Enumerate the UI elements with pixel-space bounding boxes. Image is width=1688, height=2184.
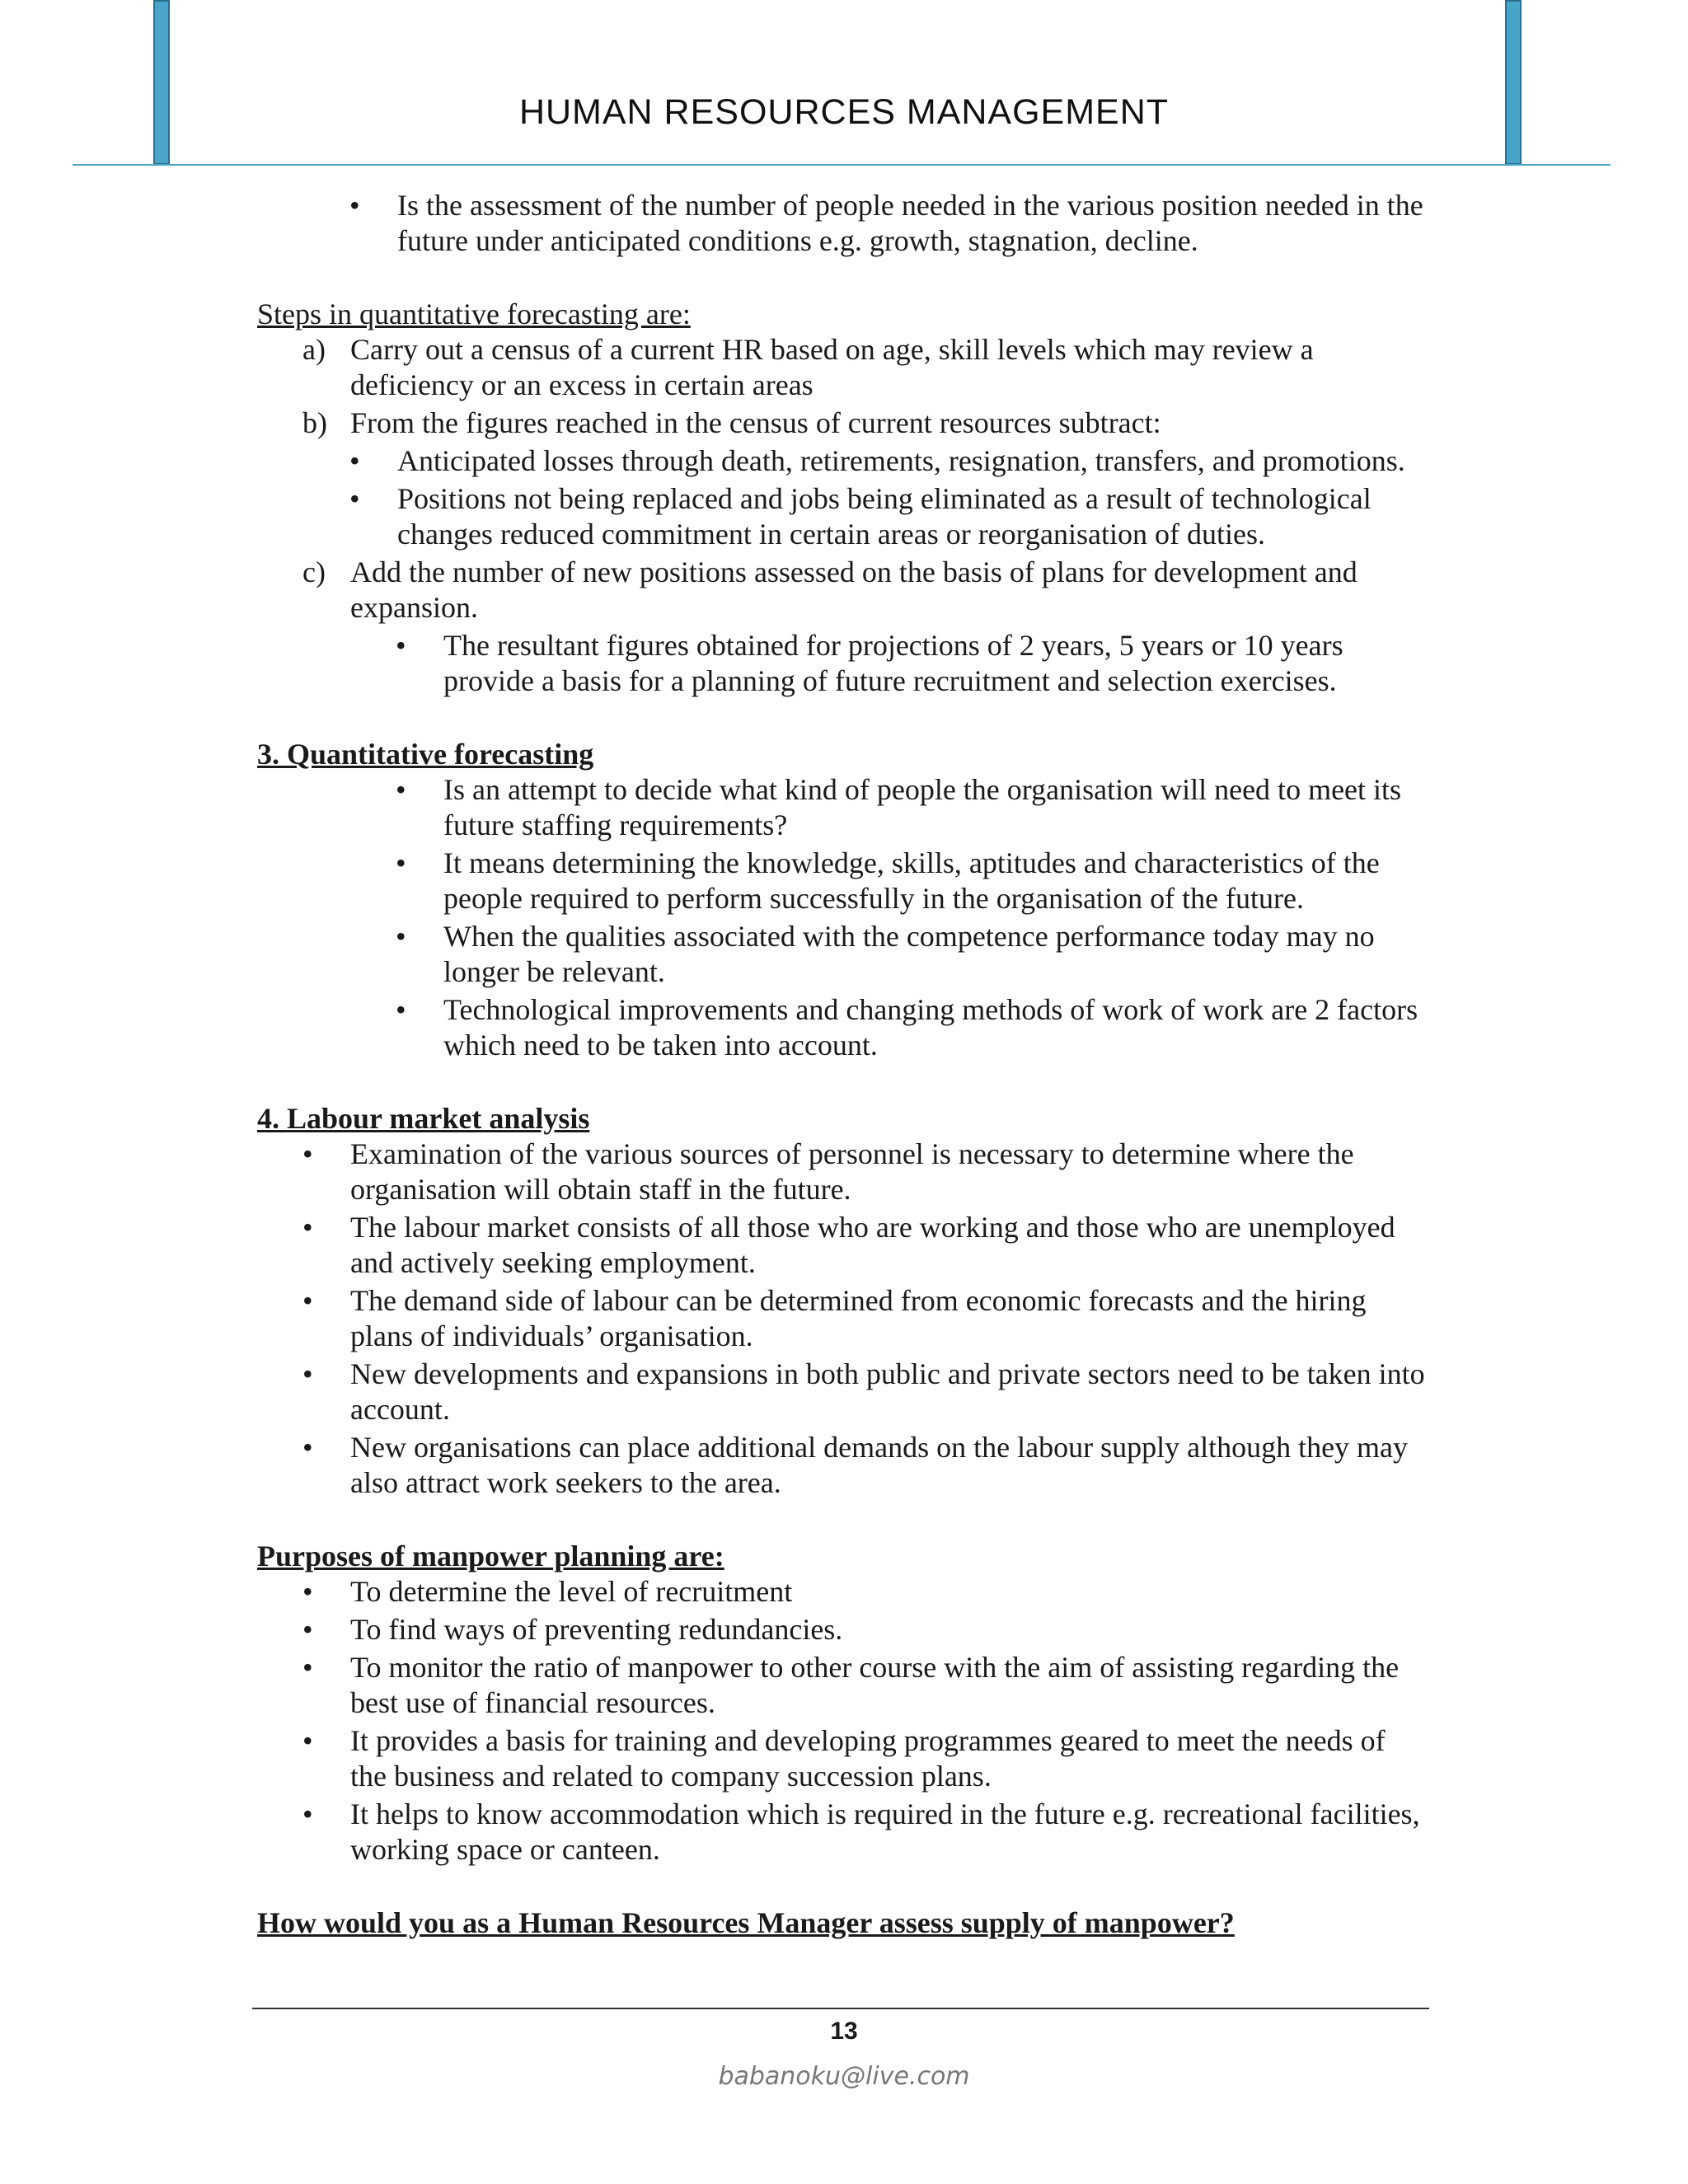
list-item-text: The demand side of labour can be determined from economic forecasts and the hiring plans of individuals’ organisation. — [350, 1284, 1367, 1352]
bullet-icon: • — [302, 1724, 313, 1757]
question-heading: How would you as a Human Resources Manager assess supply of manpower? — [257, 1906, 1235, 1939]
list-item — [257, 443, 1428, 479]
list-item-text: To find ways of preventing redundancies. — [350, 1613, 843, 1646]
bullet-icon: • — [396, 846, 406, 879]
footer-divider — [252, 2008, 1429, 2009]
bullet-icon: • — [302, 1431, 313, 1464]
list-item-text: Examination of the various sources of personnel is necessary to determine where the organisation will obtain staff in the future. — [350, 1137, 1354, 1206]
bullet-icon: • — [302, 1797, 313, 1830]
list-item-text: Anticipated losses through death, retirements, resignation, transfers, and promotions. — [397, 444, 1405, 477]
step-marker: a) — [302, 333, 326, 366]
step-marker: b) — [302, 406, 327, 439]
list-item — [257, 1650, 1428, 1721]
step-c — [257, 555, 1428, 626]
list-item — [257, 1137, 1428, 1207]
list-item-text: New developments and expansions in both public and private sectors need to be taken into account. — [350, 1357, 1425, 1426]
bullet-icon: • — [349, 189, 360, 222]
bullet-icon: • — [396, 993, 406, 1026]
section-3-heading: 3. Quantitative forecasting — [257, 738, 594, 771]
bullet-icon: • — [396, 920, 406, 953]
header-divider — [73, 164, 1611, 166]
list-item — [257, 628, 1428, 699]
list-item-text: To determine the level of recruitment — [350, 1575, 793, 1608]
list-item-text: It helps to know accommodation which is required in the future e.g. recreational facilities, working space or canteen. — [350, 1797, 1420, 1866]
section-4-heading: 4. Labour market analysis — [257, 1102, 590, 1135]
bullet-icon: • — [349, 482, 360, 515]
bullet-icon: • — [302, 1357, 313, 1390]
document-body — [257, 188, 1428, 1941]
list-item — [257, 1283, 1428, 1354]
bullet-icon: • — [302, 1137, 313, 1170]
list-item — [257, 1210, 1428, 1281]
list-item — [257, 846, 1428, 916]
list-item-text: To monitor the ratio of manpower to other course with the aim of assisting regarding the best use of financial resources. — [350, 1651, 1400, 1719]
step-text: Add the number of new positions assessed on the basis of plans for development and expansion. — [350, 555, 1357, 624]
list-item-text: The labour market consists of all those who are working and those who are unemployed and actively seeking employment. — [350, 1211, 1395, 1279]
step-text: Carry out a census of a current HR based on age, skill levels which may review a deficiency or an excess in certain areas — [350, 333, 1314, 401]
bullet-icon: • — [302, 1284, 313, 1317]
page-header-title: HUMAN RESOURCES MANAGEMENT — [518, 92, 1170, 132]
bullet-icon: • — [302, 1651, 313, 1684]
page-number: 13 — [830, 2018, 858, 2045]
step-a — [257, 332, 1428, 403]
list-item-text: Positions not being replaced and jobs being eliminated as a result of technological changes reduced commitment in certain areas or reorganisation of duties. — [397, 482, 1372, 551]
header-left-bar — [153, 0, 170, 165]
list-item-text: The resultant figures obtained for projections of 2 years, 5 years or 10 years provide a basis for a planning of future recruitment and selection exercises. — [443, 629, 1343, 697]
list-item — [257, 1723, 1428, 1794]
list-item — [257, 1357, 1428, 1427]
bullet-icon: • — [396, 773, 406, 806]
list-item — [257, 992, 1428, 1063]
list-item — [257, 1797, 1428, 1868]
list-item-text: New organisations can place additional demands on the labour supply although they may also attract work seekers to the area. — [350, 1431, 1409, 1499]
list-item — [257, 1574, 1428, 1610]
bullet-icon: • — [302, 1211, 313, 1244]
list-item-text: When the qualities associated with the competence performance today may no longer be relevant. — [443, 920, 1375, 988]
list-item — [257, 772, 1428, 843]
list-item — [257, 1612, 1428, 1647]
list-item-text: Is an attempt to decide what kind of people the organisation will need to meet its future staffing requirements? — [443, 773, 1402, 841]
list-item — [257, 188, 1428, 259]
header-right-bar — [1505, 0, 1522, 165]
bullet-icon: • — [302, 1575, 313, 1608]
bullet-icon: • — [349, 444, 360, 477]
step-text: From the figures reached in the census of current resources subtract: — [350, 406, 1161, 439]
step-marker: c) — [302, 555, 326, 588]
purposes-heading: Purposes of manpower planning are: — [257, 1540, 724, 1572]
list-item-text: Is the assessment of the number of people needed in the various position needed in the future under anticipated conditions e.g. growth, stagnation, decline. — [397, 189, 1423, 257]
list-item-text: Technological improvements and changing methods of work of work are 2 factors which need to be taken into account. — [443, 993, 1418, 1062]
bullet-icon: • — [396, 629, 406, 662]
steps-heading: Steps in quantitative forecasting are: — [257, 298, 691, 330]
footer-email: babanoku@live.com — [718, 2062, 970, 2091]
list-item-text: It means determining the knowledge, skills, aptitudes and characteristics of the people required to perform successfully in the organisation of the future. — [443, 846, 1380, 915]
bullet-icon: • — [302, 1613, 313, 1646]
list-item-text: It provides a basis for training and developing programmes geared to meet the needs of the business and related to company succession plans. — [350, 1724, 1386, 1793]
list-item — [257, 919, 1428, 990]
list-item — [257, 481, 1428, 552]
list-item — [257, 1430, 1428, 1501]
step-b — [257, 405, 1428, 441]
